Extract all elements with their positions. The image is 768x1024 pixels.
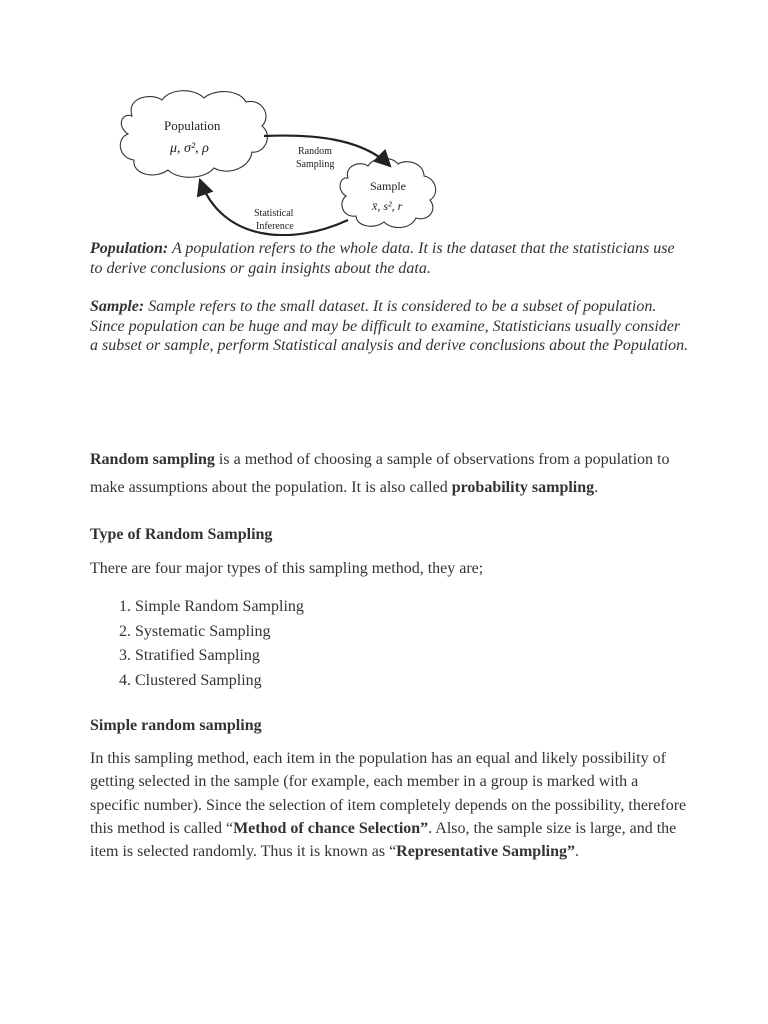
- random-sampling-intro-end: .: [594, 479, 599, 496]
- sampling-diagram: [112, 86, 452, 236]
- sample-term: Sample:: [90, 298, 145, 315]
- random-sampling-label-line2: Sampling: [296, 159, 335, 170]
- population-term: Population:: [90, 240, 169, 257]
- types-list-item: 4. Clustered Sampling: [135, 669, 304, 694]
- random-sampling-intro-text: is a method of choosing a sample of observations from a population to make assumptions about the population. It is also called: [90, 451, 670, 496]
- definitions-block: [90, 239, 690, 375]
- sample-definition: [90, 297, 690, 356]
- random-sampling-term: Random sampling: [90, 451, 215, 468]
- simple-random-sampling-paragraph: [90, 747, 690, 863]
- simple-text-2: . Also, the sample size is large, and the item is selected randomly. Thus it is known as “: [90, 819, 677, 861]
- method-of-chance-selection-term: Method of chance Selection”: [233, 819, 429, 837]
- sample-label: Sample: [370, 179, 406, 193]
- statistical-inference-label-line2: Inference: [256, 221, 294, 232]
- types-intro: There are four major types of this sampling method, they are;: [90, 560, 484, 577]
- types-heading: Type of Random Sampling: [90, 526, 273, 543]
- population-label: Population: [164, 118, 221, 133]
- representative-sampling-term: Representative Sampling”: [396, 843, 575, 861]
- sampling-diagram-svg: [112, 86, 452, 236]
- population-params: μ, σ², ρ: [170, 141, 209, 156]
- types-list-item: 1. Simple Random Sampling: [135, 595, 304, 620]
- random-sampling-label-line1: Random: [298, 146, 332, 157]
- types-list-item: 3. Stratified Sampling: [135, 644, 304, 669]
- population-definition: [90, 239, 690, 278]
- population-definition-text: A population refers to the whole data. It is the dataset that the statisticians use to derive conclusions or gain insights about the data.: [90, 240, 675, 277]
- simple-random-sampling-heading: Simple random sampling: [90, 717, 262, 734]
- types-list: [90, 595, 304, 693]
- population-cloud-shape: [120, 91, 267, 178]
- statistical-inference-label-line1: Statistical: [254, 208, 294, 219]
- random-sampling-intro: [90, 446, 690, 502]
- probability-sampling-term: probability sampling: [451, 479, 595, 496]
- sample-params: x̄, s², r: [372, 199, 403, 213]
- sample-definition-text: Sample refers to the small dataset. It is considered to be a subset of population. Since population can be huge and may be difficult to examine, Statisticians usually consider a subset or sample, perform Statistical analysis and derive conclusions about the Population.: [90, 298, 689, 354]
- simple-text-1: In this sampling method, each item in the population has an equal and likely possibility of getting selected in the sample (for example, each member in a group is marked with a specific number). Since the selection of item completely depends on the possibility, therefore this method is called “: [90, 750, 687, 837]
- types-list-item: 2. Systematic Sampling: [135, 620, 304, 645]
- simple-text-3: .: [574, 843, 579, 861]
